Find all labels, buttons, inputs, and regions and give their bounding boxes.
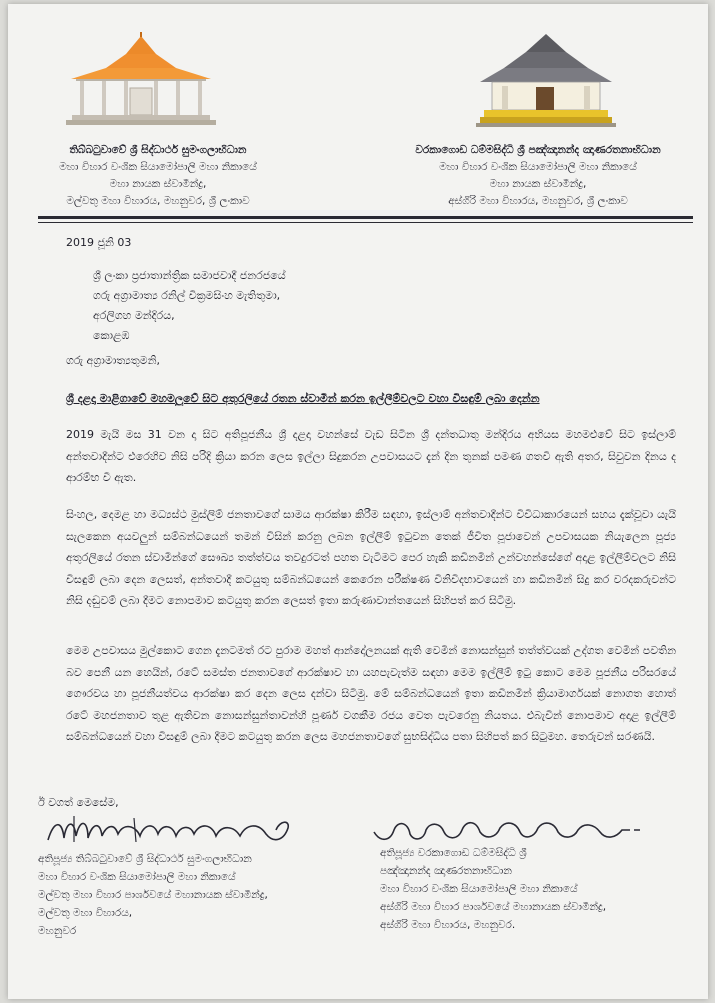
salutation: ගරු අග්‍රාමාත්‍යතුමනි, — [66, 354, 161, 367]
letter-date: 2019 ජූනි 03 — [66, 236, 132, 249]
body-paragraph-2: සිංහල, දෙමළ හා මධ්‍යස්ථ මුස්ලිම් ජනතාවගේ සාමය ආරක්ෂා කිරීම සඳහා, ඉස්ලාම් අන්තවාදීන්ට විවිධාකාරයෙන් සහය දැක්වූවා යැයි සැලකෙන අයවලුන් සම්බන්ධයෙන් තමන් විසින් කරනු ලබන ඉල්ලීම් ඉටුවන තෙක් ජීවිත පූජාවෙන් උපවාසයක නියැලෙන පූජ්‍ය අතුරලියේ රතන ස්වාමීන්ගේ සෞඛ්‍ය තත්ත්වය තවදුරටත් පහත වැටීමට පෙර හැකි කඩිනමින් උන්වහන්සේගේ අදාළ ඉල්ලීම්වලට නිසි විසඳුම් ලබා දෙන ලෙසත්, අන්තවාදී කටයුතු සම්බන්ධයෙන් කෙරෙන පරීක්ෂණ විනිවිදභාවයෙන් හා කඩිනමින් සිදු කර වරදකරුවන්ට නිසි දඬුවම් ලබා දීමට නොපමාව කටයුතු කරන ලෙසත් ඉතා කරුණාවාන්තයෙන් සිහිපත් කර සිටිමු. — [66, 508, 676, 607]
signatory-left — [38, 850, 268, 940]
header-right-line3: මහා නායක ස්වාමීන්ද්‍ර, — [489, 178, 587, 190]
header-right-name: වරකාගොඩ ධම්මසිද්ධි ශ්‍රී පඤ්ඤානන්ද ඤාණරතනාභිධාන — [415, 144, 661, 156]
header-right-line2: මහා විහාර වංශික සියාමෝපාලි මහා නිකායේ — [439, 161, 637, 173]
header-divider-thin — [38, 222, 693, 223]
header-right — [388, 142, 688, 210]
header-left-line2: මහා විහාර වංශික සියාමෝපාලි මහා නිකායේ — [59, 161, 257, 173]
recipient-address — [93, 266, 286, 346]
signatory-left-line: මහනුවර — [38, 925, 77, 937]
header-left-line4: මල්වතු මහා විහාරය, මහනුවර, ශ්‍රී ලංකාව — [66, 195, 250, 207]
malwathu-temple-logo — [66, 32, 216, 127]
recipient-line: අරලිගහ මන්දිරය, — [93, 309, 175, 322]
header-divider-thick — [38, 216, 693, 219]
recipient-line: කොළඹ — [93, 329, 130, 342]
body-paragraph-1: 2019 මැයි මස 31 වන දා සිට අතිපූජනීය ශ්‍රී දළදා වහන්සේ වැඩ සිටින ශ්‍රී දන්තධාතු මන්දිරය අභියස මහමළුවේ සිට ඉස්ලාම් අන්තවාදීන්ට එරෙහිව නිසි පරිදි ක්‍රියා කරන ලෙස ඉල්ලා සිදුකරන උපවාසයට දැන් දින තුනක් පමණ ගතවී ඇති අතර, සිවුවන දිනය ද ආරම්භ වී ඇත. — [66, 428, 676, 484]
header-right-line4: අස්ගිරි මහා විහාරය, මහනුවර, ශ්‍රී ලංකාව — [448, 195, 628, 207]
signatory-right-line: අස්ගිරි මහා විහාර පාර්ශවයේ මහානායක ස්වාමීන්ද්‍ර, — [380, 901, 607, 913]
signatory-right-line: පඤ්ඤානන්ද ඤාණරතනාභිධාන — [380, 865, 512, 877]
body-paragraph-3: මෙම උපවාසය මුල්කොට ගෙන දැනටමත් රට පුරාම මහත් ආන්දෝලනයක් ඇති වෙමින් නොසන්සුන් තත්ත්වයක් උද්ගත වෙමින් පවතින බව පෙනී යන හෙයින්, රටේ සමස්ත ජනතාවගේ ආරක්ෂාව හා යහපැවැත්ම සඳහා මෙම ඉල්ලීම් ඉටු කොට මෙම පූජනීය පරිසරයේ ගෞරවය හා පූජනීයත්වය ආරක්ෂා කර දෙන ලෙස දන්වා සිටිමු. මේ සම්බන්ධයෙන් ඉතා කඩිනමින් ක්‍රියාමාර්ගයක් නොගත හොත් රටේ මහජනතාව තුළ ඇතිවන නොසන්සුන්තාවන්හි පූර්ණ වගකීම රජය වෙත පැවරෙනු නියතය. එබැවින් නොපමාව අදාළ ඉල්ලීම් සම්බන්ධයෙන් වහා විසඳුම් ලබා දීමට කටයුතු කරන ලෙස මහජනතාවගේ සුභසිද්ධිය පතා සිහිපත් කර සිටුමහ. තෙරුවන් සරණයි. — [66, 644, 676, 743]
signatory-left-line: මල්වතු මහා විහාර පාර්ශවයේ මහානායක ස්වාමීන්ද්‍ර, — [38, 889, 268, 901]
letter-page — [8, 4, 708, 999]
signatory-right-line: අතිපූජ්‍ය වරකාගොඩ ධම්මසිද්ධි ශ්‍රී — [380, 847, 527, 859]
signatory-left-line: අතිපූජ්‍ය තිබ්බටුවාවේ ශ්‍රී සිද්ධාර්ථ සුමංගලාභිධාන — [38, 853, 252, 865]
recipient-line: ගරු අග්‍රාමාත්‍ය රනිල් වික්‍රමසිංහ මැතිතුමා, — [93, 289, 281, 302]
recipient-line: ශ්‍රී ලංකා ප්‍රජාතාන්ත්‍රික සමාජවාදී ජනරජයේ — [93, 269, 286, 282]
signatory-right-line: අස්ගිරි මහා විහාරය, මහනුවර. — [380, 919, 516, 931]
left-signature — [44, 812, 294, 852]
closing: ඊ වගත් මෙසේම, — [38, 796, 119, 809]
signatory-right-line: මහා විහාර වංශික සියාමෝපාලි මහා නිකායේ — [380, 883, 578, 895]
header-left-name: තිබ්බටුවාවේ ශ්‍රී සිද්ධාර්ථ සුමංගලාභිධාන — [69, 144, 247, 156]
header-left — [28, 142, 288, 210]
signatory-left-line: මහා විහාර වංශික සියාමෝපාලි මහා නිකායේ — [38, 871, 236, 883]
signatory-right — [380, 844, 606, 934]
subject-line: ශ්‍රී දළදා මාළිගාවේ මහමලුවේ සිට අතුරලියේ රතන ස්වාමීන් කරන ඉල්ලීම්වලට වහා විසඳුම් ලබා දෙන්න — [66, 392, 540, 405]
signatory-left-line: මල්වතු මහා විහාරය, — [38, 907, 133, 919]
header-left-line3: මහා නායක ස්වාමීන්ද්‍ර, — [109, 178, 207, 190]
asgiri-temple-logo — [476, 34, 616, 129]
